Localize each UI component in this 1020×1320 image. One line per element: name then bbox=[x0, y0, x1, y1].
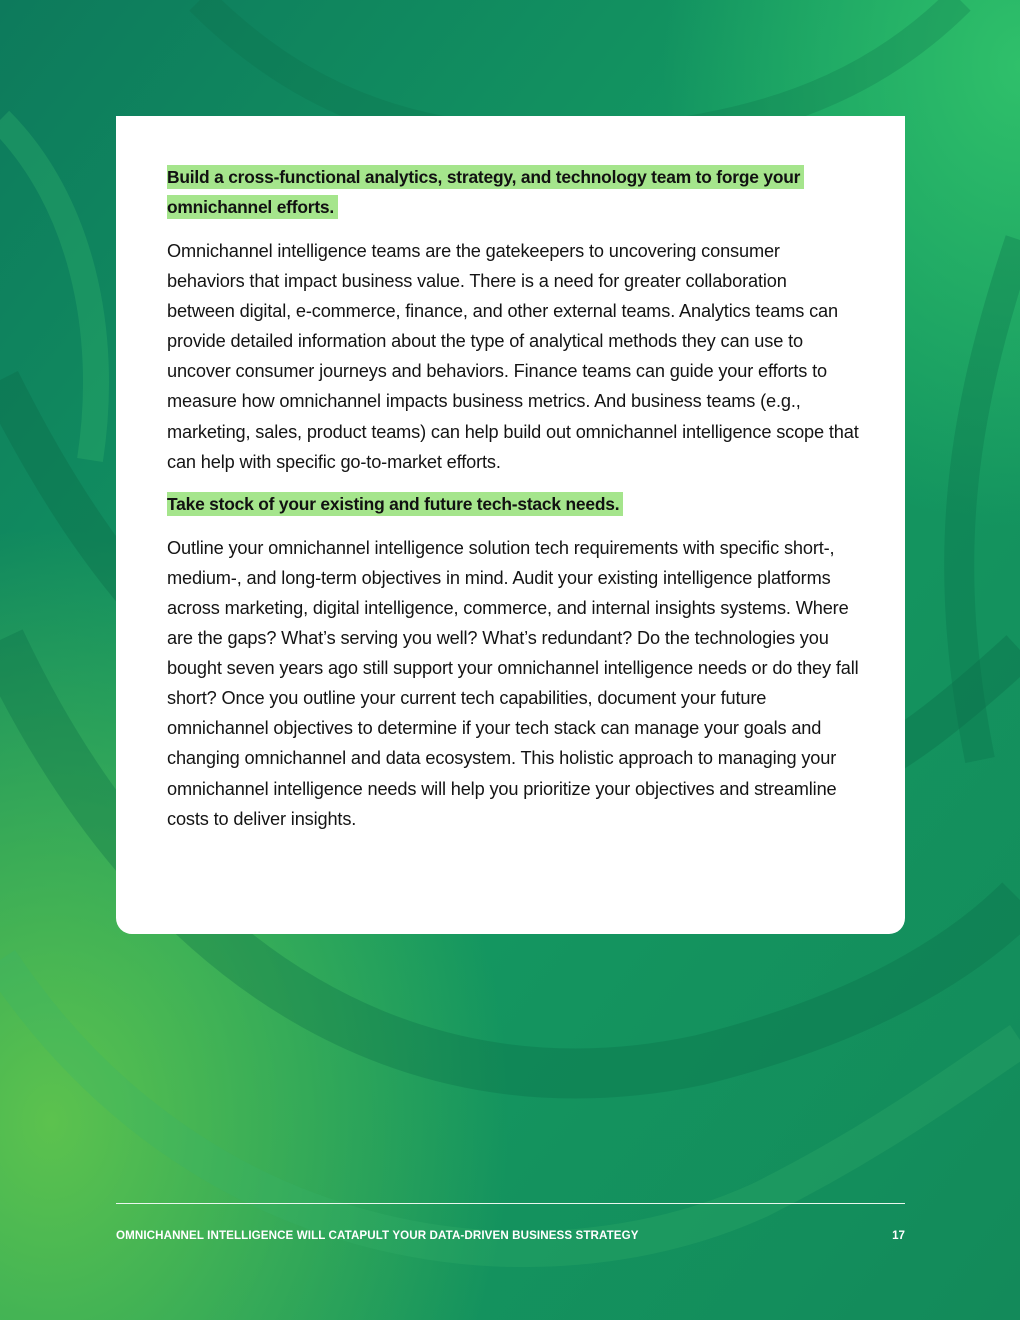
paragraph-team: Omnichannel intelligence teams are the gatekeepers to uncovering consumer behaviors that impact business value. There is a need for greater collaboration between digital, e-commerce, finance, and other external teams. Analytics teams can provide detailed information about the type of analytical methods they can use to uncover consumer journeys and behaviors. Finance teams can guide your efforts to measure how omnichannel impacts business metrics. And business teams (e.g., marketing, sales, product teams) can help build out omnichannel intelligence scope that can help with specific go-to-market efforts. bbox=[167, 241, 859, 472]
paragraph-tech-stack: Outline your omnichannel intelligence solution tech requirements with specific short-, medium-, and long-term objectives in mind. Audit your existing intelligence platforms across marketing, digital intelligence, commerce, and internal insights systems. Where are the gaps? What’s serving you well? What’s redundant? Do the technologies you bought seven years ago still support your omnichannel intelligence needs or do they fall short? Once you outline your current tech capabilities, document your future omnichannel objectives to determine if your tech stack can manage your goals and changing omnichannel and data ecosystem. This holistic approach to managing your omnichannel intelligence needs will help you prioritize your objectives and streamline costs to deliver insights. bbox=[167, 537, 859, 829]
footer-title: OMNICHANNEL INTELLIGENCE WILL CATAPULT YOUR DATA-DRIVEN BUSINESS STRATEGY bbox=[116, 1229, 639, 1242]
content-card bbox=[116, 116, 905, 934]
section-heading-team: Build a cross-functional analytics, strategy, and technology team to forge your omnichannel efforts. bbox=[167, 162, 859, 222]
page-number: 17 bbox=[892, 1229, 905, 1242]
section-heading-tech-stack: Take stock of your existing and future tech-stack needs. bbox=[167, 489, 859, 519]
footer-divider bbox=[116, 1203, 905, 1204]
